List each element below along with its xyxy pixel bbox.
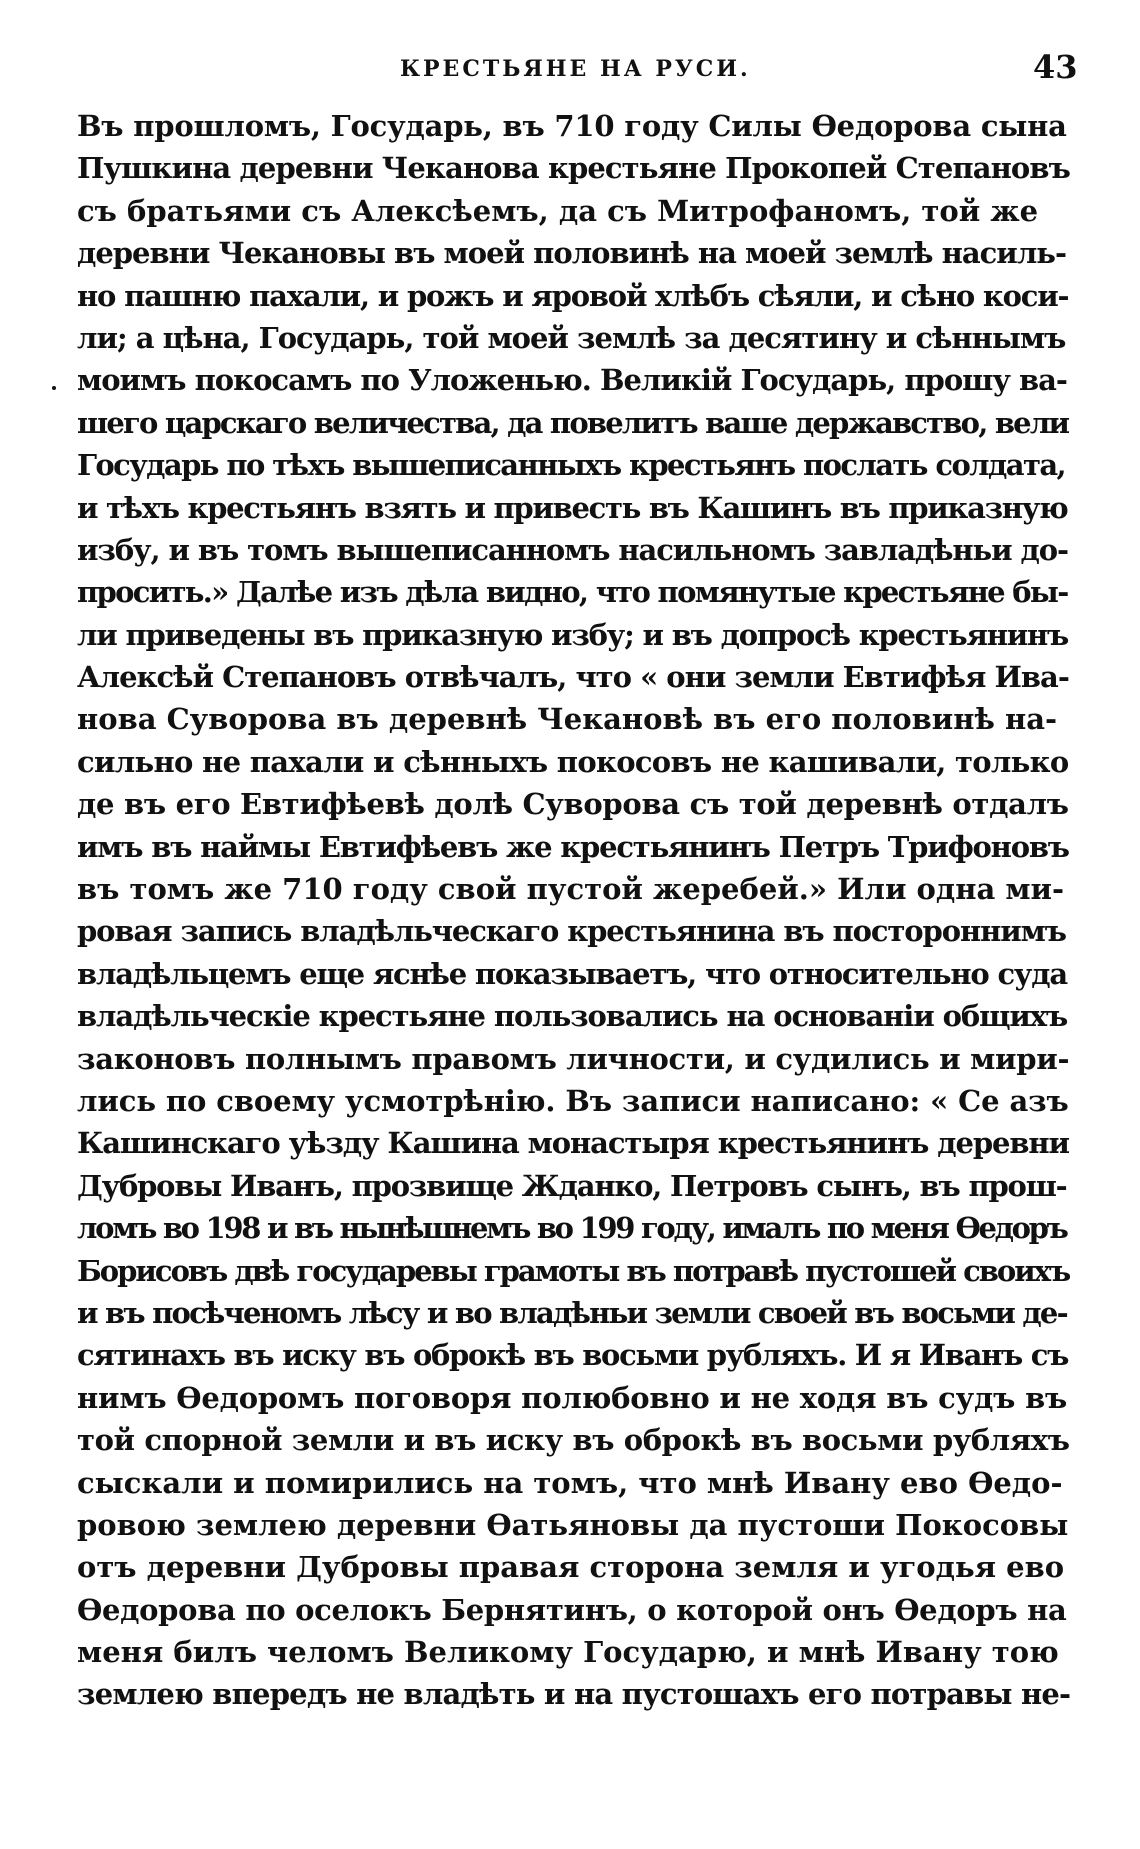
- body-text: [77, 105, 1070, 1716]
- text-line: де въ его Евтифѣевѣ долѣ Суворова съ той деревнѣ отдалъ: [77, 787, 1069, 822]
- text-line: меня билъ челомъ Великому Государю, и мнѣ Ивану тою: [77, 1635, 1059, 1670]
- text-line: сятинахъ въ иску въ оброкѣ въ восьми рубляхъ. И я Иванъ съ: [77, 1338, 1069, 1373]
- text-line: сильно не пахали и сѣнныхъ покосовъ не кашивали, только: [77, 744, 1069, 779]
- text-line: нова Суворова въ деревнѣ Чекановѣ въ его половинѣ на-: [77, 702, 1058, 737]
- text-line: моимъ покосамъ по Уложенью. Великій Государь, прошу ва-: [77, 363, 1067, 398]
- running-title: КРЕСТЬЯНЕ НА РУСИ.: [400, 56, 751, 82]
- margin-mark: [52, 386, 56, 390]
- text-line: но пашню пахали, и рожъ и яровой хлѣбъ сѣяли, и сѣно коси-: [77, 278, 1069, 313]
- text-line: той спорной земли и въ иску въ оброкѣ въ восьми рубляхъ: [77, 1423, 1070, 1458]
- text-line: имъ въ наймы Евтифѣевъ же крестьянинъ Петръ Трифоновъ: [77, 829, 1069, 864]
- text-line: Борисовъ двѣ государевы грамоты въ потравѣ пустошей своихъ: [77, 1253, 1070, 1288]
- text-line: лись по своему усмотрѣнію. Въ записи написано: « Се азъ: [77, 1083, 1069, 1118]
- text-line: ровою землею деревни Өатьяновы да пустоши Покосовы: [77, 1507, 1069, 1542]
- text-line: просить.» Далѣе изъ дѣла видно, что помянутые крестьяне бы-: [77, 575, 1068, 610]
- text-line: Государь по тѣхъ вышеписанныхъ крестьянъ послать солдата,: [77, 448, 1066, 483]
- text-line: Алексѣй Степановъ отвѣчалъ, что « они земли Евтифѣя Ива-: [77, 660, 1069, 695]
- text-line: владѣльческіе крестьяне пользовались на основаніи общихъ: [77, 999, 1068, 1034]
- text-line: отъ деревни Дубровы правая сторона земля и угодья ево: [77, 1550, 1065, 1585]
- text-line: ровая запись владѣльческаго крестьянина въ постороннимъ: [77, 914, 1066, 949]
- text-line: ломъ во 198 и въ нынѣшнемъ во 199 году, ималъ по меня Өедоръ: [77, 1211, 1067, 1246]
- text-line: избу, и въ томъ вышеписанномъ насильномъ завладѣньи до-: [77, 532, 1068, 567]
- text-line: въ томъ же 710 году свой пустой жеребей.» Или одна ми-: [77, 872, 1065, 907]
- text-line: Өедорова по оселокъ Бернятинъ, о которой онъ Өедоръ на: [77, 1592, 1067, 1627]
- text-line: Кашинскаго уѣзду Кашина монастыря крестьянинъ деревни: [77, 1126, 1069, 1161]
- text-line: сыскали и помирились на томъ, что мнѣ Ивану ево Өедо-: [77, 1465, 1063, 1500]
- text-line: ли приведены въ приказную избу; и въ допросѣ крестьянинъ: [77, 617, 1069, 652]
- text-line: съ братьями съ Алексѣемъ, да съ Митрофаномъ, той же: [77, 193, 1039, 228]
- text-line: владѣльцемъ еще яснѣе показываетъ, что относительно суда: [77, 956, 1067, 991]
- text-line: Въ прошломъ, Государь, въ 710 году Силы Өедорова сына: [77, 109, 1067, 143]
- text-line: землею впередъ не владѣть и на пустошахъ его потравы не-: [77, 1677, 1070, 1712]
- text-line: Дубровы Иванъ, прозвище Жданко, Петровъ сынъ, въ прош-: [77, 1168, 1067, 1203]
- text-line: деревни Чекановы въ моей половинѣ на моей землѣ насиль-: [77, 236, 1066, 271]
- text-line: нимъ Өедоромъ поговоря полюбовно и не ходя въ судъ въ: [77, 1380, 1068, 1415]
- text-line: и въ посѣченомъ лѣсу и во владѣньи земли своей въ восьми де-: [77, 1295, 1067, 1330]
- page-number: 43: [1033, 48, 1078, 86]
- text-line: шего царскаго величества, да повелитъ ваше державство, вели: [77, 405, 1069, 440]
- text-line: ли; а цѣна, Государь, той моей землѣ за десятину и сѣннымъ: [77, 320, 1066, 355]
- text-line: законовъ полнымъ правомъ личности, и судились и мири-: [77, 1041, 1070, 1076]
- text-line: и тѣхъ крестьянъ взять и привесть въ Кашинъ въ приказную: [77, 490, 1068, 525]
- text-line: Пушкина деревни Чеканова крестьяне Прокопей Степановъ: [77, 151, 1070, 186]
